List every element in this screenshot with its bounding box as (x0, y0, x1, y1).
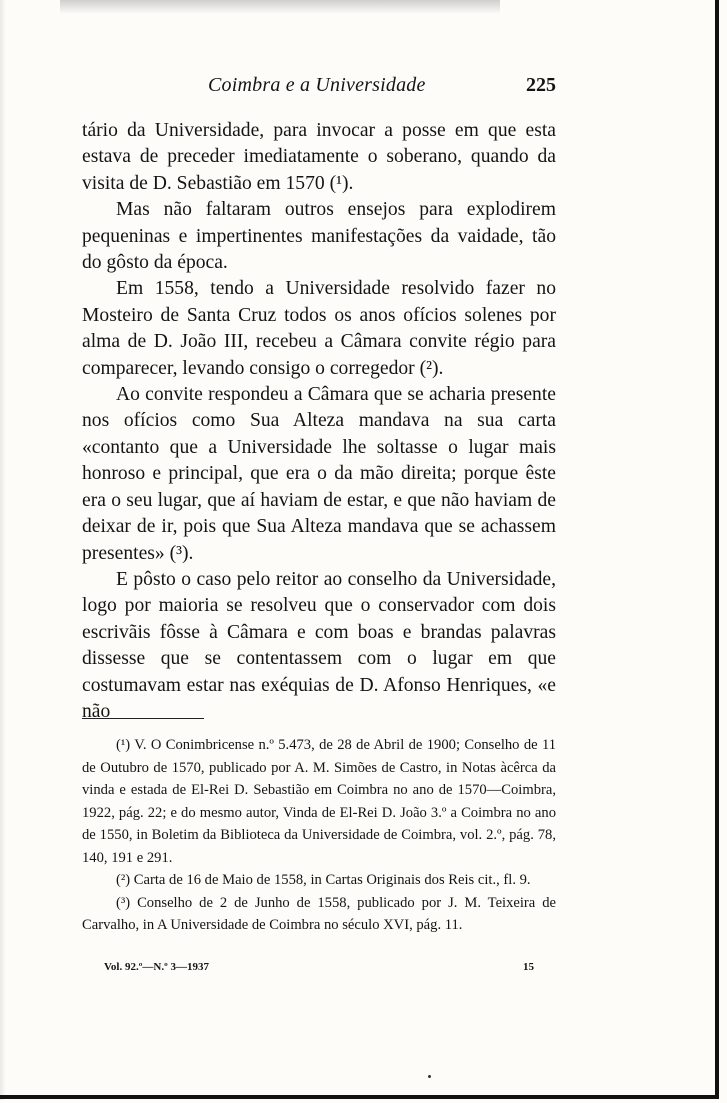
volume-signature: Vol. 92.º—N.º 3—1937 (104, 961, 209, 973)
scan-speck (428, 1075, 431, 1078)
footnote (82, 869, 556, 892)
running-title: Coimbra e a Universidade (208, 74, 426, 96)
page-number: 225 (526, 74, 556, 96)
sheet-number: 15 (523, 961, 534, 973)
body-text (82, 118, 556, 725)
scan-shadow-left (0, 0, 6, 1100)
footnote-marker: (¹) (116, 737, 131, 753)
footnote-marker: (³) (116, 894, 131, 911)
footnote-marker: (²) (116, 872, 131, 888)
footnote (82, 734, 556, 869)
body-paragraph: tário da Universidade, para invocar a posse em que esta estava de preceder imediatamente o soberano, quando da visita de D. Sebastião em 1570 (¹). (82, 120, 556, 194)
body-paragraph: E pôsto o caso pelo reitor ao conselho da Universidade, logo por maioria se resolveu que o conservador com dois escrivãis fôsse à Câmara e com boas e brandas palavras dissesse que se contentassem com o lugar em que costumavam estar nas exéquias de D. Afonso Henriques, «e não (82, 568, 556, 722)
body-paragraph: Em 1558, tendo a Universidade resolvido fazer no Mosteiro de Santa Cruz todos os anos ofícios solenes por alma de D. João III, recebeu a Câmara convite régio para comparecer, levando consigo o corregedor (²). (82, 278, 556, 379)
footnote (82, 892, 556, 937)
page-header (82, 72, 556, 106)
footnote-text: Carta de 16 de Maio de 1558, in Cartas Originais dos Reis cit., fl. 9. (133, 872, 531, 888)
footnote-text: V. O Conimbricense n.º 5.473, de 28 de Abril de 1900; Conselho de 11 de Outubro de 1570, publicado por A. M. Simões de Castro, in Notas àcêrca da vinda e estada de El-Rei D. Sebastião em Coimbra no ano de 1570—Coimbra, 1922, pág. 22; e do mesmo autor, Vinda de El-Rei D. João 3.º a Coimbra no ano de 1550, in Boletim da Biblioteca da Universidade de Coimbra, vol. 2.º, pág. 78, 140, 191 e 291. (82, 737, 556, 866)
body-paragraph: Ao convite respondeu a Câmara que se acharia presente nos ofícios como Sua Alteza mandava na sua carta «contanto que a Universidade lhe soltasse o lugar mais honroso e principal, que era o da mão direita; porque êste era o seu lugar, que aí haviam de estar, e que não haviam de deixar de ir, pois que Sua Alteza mandava que se achassem presentes» (³). (82, 384, 556, 564)
scan-shadow-top (60, 0, 500, 14)
footnote-rule (82, 718, 204, 719)
footnote-text: Conselho de 2 de Junho de 1558, publicado por J. M. Teixeira de Carvalho, in A Universidade de Coimbra no século XVI, pág. 11. (82, 894, 556, 933)
footnotes (82, 734, 556, 937)
page-footer (104, 961, 534, 981)
body-paragraph: Mas não faltaram outros ensejos para explodirem pequeninas e impertinentes manifestações da vaidade, tão do gôsto da época. (82, 199, 556, 274)
